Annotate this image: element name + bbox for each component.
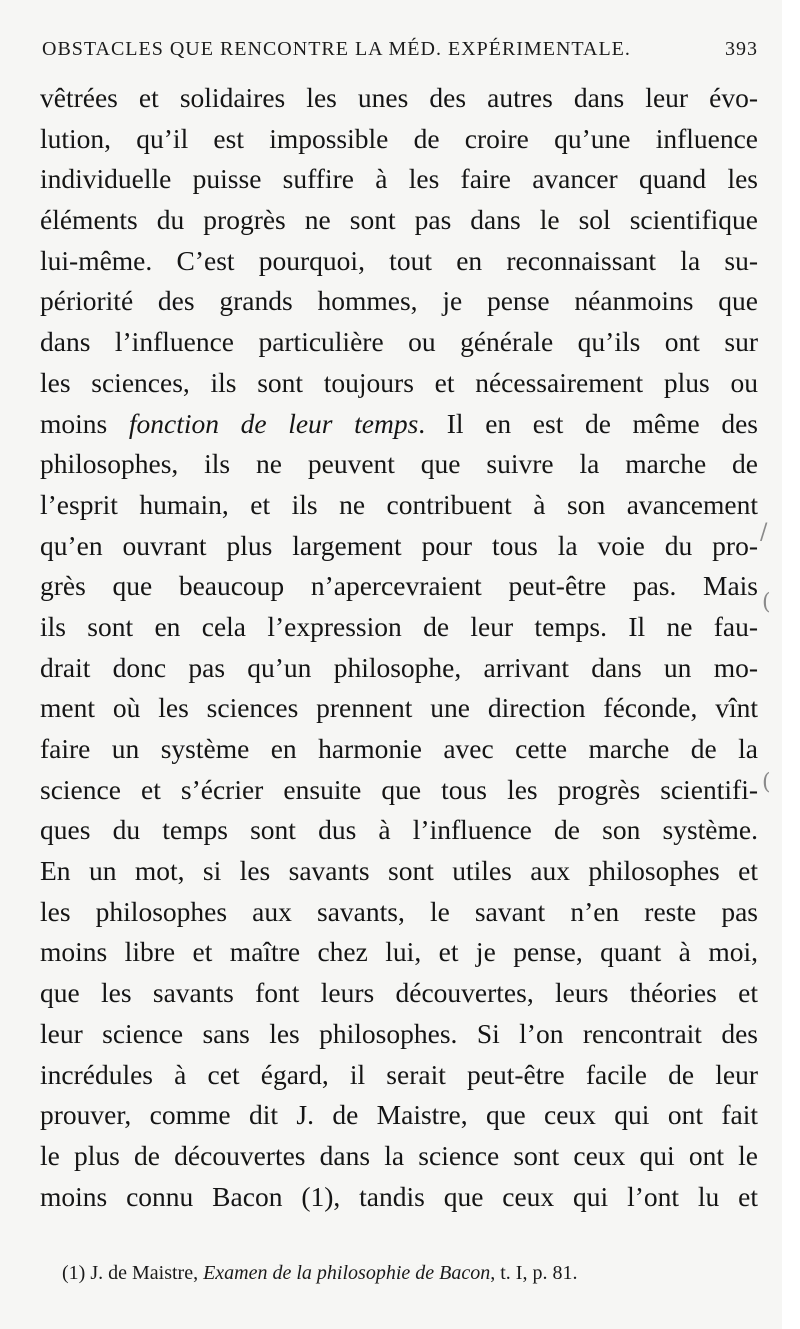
line-text-before: moins	[40, 407, 129, 439]
text-line: dans l’influence particulière ou générale qu’ils ont sur	[40, 326, 758, 358]
text-line: qu’en ouvrant plus largement pour tous la voie du pro-	[40, 529, 758, 561]
text-line: ment où les sciences prennent une direction féconde, vînt	[40, 692, 758, 724]
text-line: individuelle puisse suffire à les faire avancer quand les	[40, 163, 758, 195]
text-line: incrédules à cet égard, il serait peut-être facile de leur	[40, 1058, 758, 1090]
footnote-work-title: Examen de la philosophie de Bacon	[203, 1262, 491, 1284]
text-line: périorité des grands hommes, je pense néanmoins que	[40, 285, 758, 317]
text-line: prouver, comme dit J. de Maistre, que ceux qui ont fait	[40, 1099, 758, 1131]
text-line: philosophes, ils ne peuvent que suivre la marche de	[40, 448, 758, 480]
footnote-reference: , t. I, p. 81.	[490, 1262, 578, 1284]
line-text-after: . Il en est de même des	[418, 407, 759, 439]
text-line: leur science sans les philosophes. Si l’on rencontrait des	[40, 1017, 758, 1049]
text-line: science et s’écrier ensuite que tous les progrès scientifi-	[40, 773, 758, 805]
text-line: que les savants font leurs découvertes, leurs théories et	[40, 977, 758, 1009]
footnote-citation: (1) J. de Maistre,	[62, 1262, 204, 1284]
text-line: faire un système en harmonie avec cette marche de la	[40, 733, 758, 764]
scan-margin	[782, 0, 800, 1329]
running-title: OBSTACLES QUE RENCONTRE LA MÉD. EXPÉRIMENTALE.	[42, 38, 631, 60]
margin-bleed-mark: (	[762, 770, 771, 795]
emphasized-phrase: fonction de leur temps	[128, 407, 419, 439]
text-line: drait donc pas qu’un philosophe, arrivant dans un mo-	[40, 651, 758, 683]
page-number: 393	[725, 38, 758, 60]
footnote	[62, 1262, 577, 1285]
text-line: le plus de découvertes dans la science sont ceux qui ont le	[40, 1139, 758, 1171]
text-line: éléments du progrès ne sont pas dans le sol scientifique	[40, 204, 758, 236]
text-line: vêtrées et solidaires les unes des autres dans leur évo-	[40, 82, 758, 113]
text-line: les philosophes aux savants, le savant n’en reste pas	[40, 895, 758, 927]
text-line: lution, qu’il est impossible de croire qu’une influence	[40, 122, 758, 154]
text-line: l’esprit humain, et ils ne contribuent à son avancement	[40, 488, 758, 520]
text-line: En un mot, si les savants sont utiles aux philosophes et	[40, 855, 758, 887]
text-line-with-emphasis	[40, 404, 758, 445]
text-line: ils sont en cela l’expression de leur temps. Il ne fau-	[40, 610, 758, 642]
text-line: moins connu Bacon (1), tandis que ceux qui l’ont lu et	[40, 1180, 758, 1212]
text-line: grès que beaucoup n’apercevraient peut-être pas. Mais	[40, 570, 758, 602]
text-line: lui-même. C’est pourquoi, tout en reconnaissant la su-	[40, 244, 758, 276]
margin-bleed-mark: (	[762, 590, 771, 615]
text-line: les sciences, ils sont toujours et nécessairement plus ou	[40, 366, 758, 398]
margin-bleed-mark: /	[760, 520, 768, 545]
text-line: ques du temps sont dus à l’influence de son système.	[40, 814, 758, 846]
page-header	[42, 32, 758, 68]
text-line: moins libre et maître chez lui, et je pense, quant à moi,	[40, 936, 758, 968]
body-text	[40, 78, 758, 1217]
